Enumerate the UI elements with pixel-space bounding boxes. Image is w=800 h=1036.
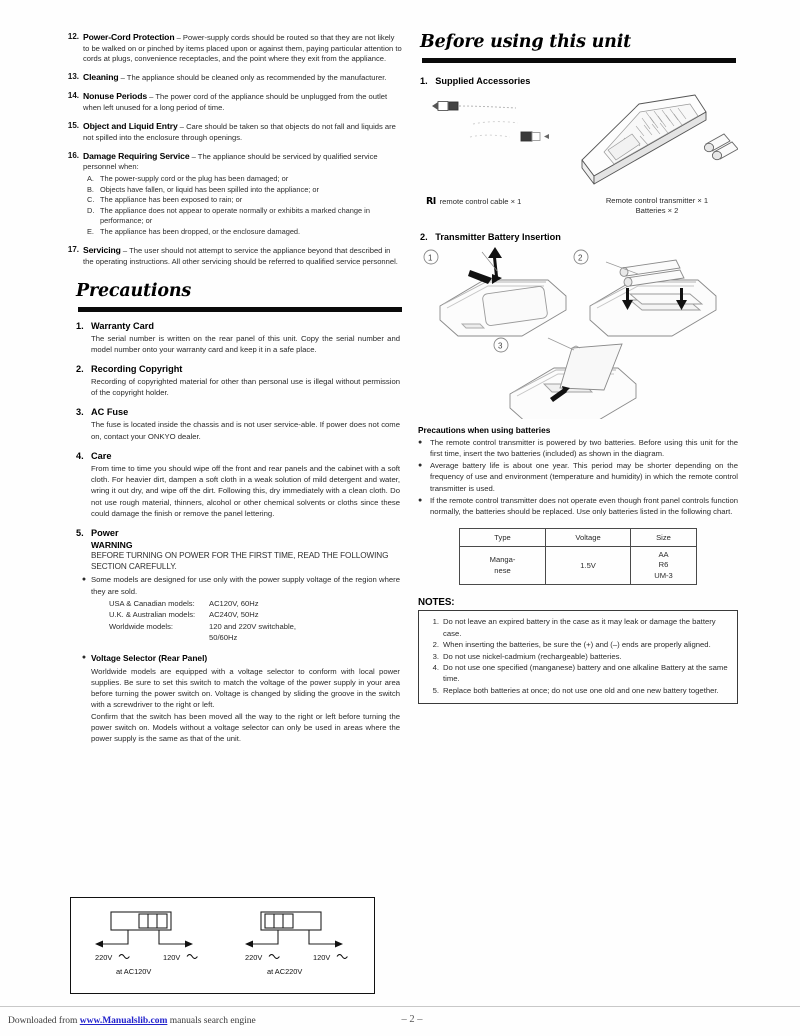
voltage-selector-title: Voltage Selector (Rear Panel) — [91, 653, 208, 664]
model-row — [109, 598, 402, 609]
precaution-title — [62, 364, 402, 374]
sub-list-item — [87, 206, 402, 227]
note-item — [422, 616, 729, 638]
list-item — [62, 91, 402, 113]
note-number: 3. — [432, 651, 439, 661]
battery-insertion-illustration — [418, 244, 738, 419]
item-text: – The appliance should be serviced by qualified service personnel when: — [83, 151, 378, 172]
note-number: 1. — [432, 617, 439, 627]
precaution-number: 5. — [76, 528, 84, 539]
sub-letter: A. — [87, 174, 94, 184]
precaution-number: 1. — [76, 320, 84, 331]
cell-size-line3: UM-3 — [654, 570, 673, 580]
note-item — [422, 662, 729, 684]
voltage-label-120-right: 120V — [313, 953, 331, 962]
section-title: Supplied Accessories — [435, 75, 531, 86]
footer-suffix: manuals search engine — [167, 1016, 256, 1026]
note-text: When inserting the batteries, be sure the (+) and (–) ends are properly aligned. — [443, 640, 711, 650]
item-body — [83, 91, 402, 113]
note-text: Do not leave an expired battery in the case as it may leak or damage the battery case. — [443, 617, 716, 638]
precaution-title-text: Care — [91, 450, 112, 461]
precaution-title-text: Power — [91, 528, 119, 539]
item-lead: Power-Cord Protection — [83, 32, 175, 42]
accessory-caption-cable — [418, 196, 576, 217]
precaution-body: The fuse is located inside the chassis and is not user service-able. If power does not come on, contact your ONKYO dealer. — [91, 420, 400, 441]
heading-rule — [78, 307, 402, 312]
batteries-icon — [704, 134, 738, 160]
precaution-item — [62, 364, 402, 398]
cell-type-line2: nese — [494, 565, 511, 575]
item-text: – The appliance should be cleaned only as recommended by the manufacturer. — [118, 73, 387, 83]
item-lead: Object and Liquid Entry — [83, 120, 178, 131]
battery-insertion-svg — [418, 244, 738, 419]
note-number: 2. — [432, 640, 439, 650]
precaution-title — [62, 451, 402, 461]
battery-step-1 — [424, 247, 566, 336]
sub-text: Objects have fallen, or liquid has been spilled into the appliance; or — [100, 184, 319, 194]
voltage-label-220-right: 220V — [245, 953, 263, 962]
model-value: 50/60Hz — [209, 633, 238, 643]
column-header-size: Size — [631, 528, 697, 546]
ri-logo-icon: RI — [426, 195, 436, 207]
item-body — [83, 72, 402, 84]
voltage-caption-right: at AC220V — [267, 967, 303, 976]
section-title: Transmitter Battery Insertion — [435, 232, 561, 242]
page-number: – 2 – — [401, 1014, 423, 1025]
battery-step-3 — [494, 338, 636, 419]
battery-precaution-bullet — [418, 437, 738, 459]
heading-rule — [422, 58, 736, 63]
voltage-label-120-left: 120V — [163, 953, 181, 962]
accessories-illustration — [418, 90, 738, 195]
precaution-number: 2. — [76, 364, 84, 374]
model-label — [109, 632, 209, 643]
accessory-caption-cable-text: remote control cable × 1 — [439, 196, 522, 206]
remote-control-cable-icon — [432, 101, 549, 141]
precaution-title — [62, 528, 402, 538]
cell-type-line1: Manga- — [489, 554, 516, 564]
model-row — [109, 621, 402, 632]
left-column — [62, 32, 402, 744]
model-label: Worldwide models: — [109, 621, 174, 631]
note-number: 4. — [432, 663, 439, 673]
precaution-title — [62, 321, 402, 331]
remote-control-transmitter-icon — [582, 95, 706, 184]
bullet-icon: ● — [81, 576, 87, 584]
precaution-item — [62, 451, 402, 519]
battery-spec-table-wrap — [418, 528, 738, 586]
cell-voltage: 1.5V — [546, 546, 631, 585]
precaution-title-text: Warranty Card — [91, 320, 154, 331]
sub-list-item — [87, 195, 402, 206]
sub-list-item — [87, 174, 402, 185]
item-text: – The user should not attempt to service the appliance beyond that described in the operating instructions. All other servicing should be referred to qualified service personnel. — [83, 245, 398, 266]
list-item — [62, 32, 402, 65]
model-value: AC240V, 50Hz — [209, 610, 259, 620]
voltage-selector-diagram — [70, 897, 375, 994]
precautions-section — [62, 281, 402, 744]
model-label: U.K. & Australian models: — [109, 610, 196, 620]
step-number-2: 2 — [578, 253, 583, 263]
footer-prefix: Downloaded from — [8, 1016, 80, 1026]
item-lead: Servicing — [83, 244, 121, 255]
precaution-item-power — [62, 528, 402, 744]
precaution-title-text: Recording Copyright — [91, 364, 183, 374]
sub-letter: C. — [87, 195, 95, 205]
table-row — [460, 546, 697, 585]
precaution-body: From time to time you should wipe off the front and rear panels and the cabinet with a soft cloth. For heavier dirt, dampen a soft cloth in a weak solution of mild detergent and water, wring it out dry, and wipe off the dirt. Following this, dry immediately with a clean cloth. Do not use rough material, thinners, alcohol or other chemical solvents or cloths since these could damage the finish or remove the panel lettering. — [91, 463, 400, 518]
bullet-icon: ● — [418, 497, 423, 505]
step-number-3: 3 — [498, 341, 503, 351]
item-lead: Cleaning — [83, 72, 119, 83]
sub-text: The appliance has been exposed to rain; or — [100, 195, 243, 205]
step-number-1: 1 — [428, 253, 433, 263]
item-text: – Power-supply cords should be routed so that they are not likely to be walked on or pinched by items placed upon or against them, paying particular attention to cords at plugs, convenience receptacles, and the point where they exit from the appliance. — [83, 33, 402, 64]
manualslib-link[interactable]: www.Manualslib.com — [79, 1016, 168, 1026]
model-value: AC120V, 60Hz — [209, 598, 259, 608]
warning-text: BEFORE TURNING ON POWER FOR THE FIRST TIME, READ THE FOLLOWING SECTION CAREFULLY. — [91, 551, 389, 572]
column-header-type: Type — [460, 528, 546, 546]
sub-letter: E. — [87, 226, 94, 236]
precaution-number: 3. — [76, 407, 84, 418]
section-heading-precautions: Precautions — [76, 281, 192, 302]
sub-letter: D. — [87, 205, 95, 215]
bullet-item — [62, 574, 402, 596]
battery-precaution-bullet — [418, 495, 738, 517]
section-number: 1. — [420, 75, 428, 86]
note-item — [422, 639, 729, 650]
cell-type — [460, 546, 546, 585]
bullet-text: Average battery life is about one year. This period may be shorter depending on the frequency of use and environment (temperature and humidity) in which the remote control transmitter is used. — [430, 461, 738, 493]
list-item — [62, 245, 402, 267]
bullet-text: Some models are designed for use only with the power supply voltage of the region where they are sold. — [91, 575, 400, 596]
item-lead: Damage Requiring Service — [83, 150, 190, 161]
item-body — [83, 245, 402, 267]
bullet-icon: ● — [418, 438, 423, 446]
supplied-accessories-heading — [418, 76, 738, 86]
item-number: 17. — [67, 244, 79, 254]
item-number: 15. — [67, 120, 79, 130]
notes-heading: NOTES: — [418, 597, 455, 609]
model-value: 120 and 220V switchable, — [209, 621, 296, 631]
sub-list-item — [87, 185, 402, 196]
warning-label: WARNING — [91, 540, 133, 551]
bullet-text: The remote control transmitter is powered by two batteries. Before using this unit for the first time, insert the two batteries (included) as shown in the diagram. — [430, 437, 738, 458]
sub-text: The appliance has been dropped, or the enclosure damaged. — [100, 226, 301, 236]
voltage-selector-body-2: Confirm that the switch has been moved all the way to the right or left before turning the power switch on. Models without a voltage selector can only be used in areas where the power supply is the same as that of the unit. — [91, 711, 400, 744]
bullet-item-voltage-selector — [62, 652, 402, 664]
note-number: 5. — [432, 685, 439, 695]
section-heading-before-using: Before using this unit — [420, 32, 632, 52]
voltage-selector-body-1: Worldwide models are equipped with a voltage selector to conform with local power supplies. Be sure to set this switch to match the voltage of the power supply in your area before turning the power switch on. Voltage is changed by sliding the groove in the switch with a screwdriver to the right or left. — [91, 666, 400, 710]
sub-text: The appliance does not appear to operate normally or exhibits a marked change in performance; or — [100, 205, 370, 226]
accessory-caption-batteries-line: Batteries × 2 — [635, 205, 679, 215]
model-row — [109, 609, 402, 620]
precaution-body: Recording of copyrighted material for other than personal use is illegal without permission of the copyright holder. — [91, 377, 400, 398]
item-number: 16. — [67, 150, 79, 160]
model-row — [109, 632, 402, 643]
item-text: – Care should be taken so that objects do not fall and liquids are not spilled into the enclosure through openings. — [83, 121, 396, 142]
voltage-diagram-svg — [71, 898, 374, 993]
bullet-icon: ● — [418, 462, 423, 470]
cell-size — [631, 546, 697, 585]
right-column — [418, 32, 738, 704]
item-body — [83, 32, 402, 65]
precaution-number: 4. — [76, 450, 84, 461]
footer-divider — [0, 1006, 800, 1007]
item-number: 12. — [67, 32, 79, 41]
battery-precaution-bullet — [418, 460, 738, 493]
model-label: USA & Canadian models: — [109, 598, 195, 608]
bullet-icon: ● — [81, 654, 87, 662]
note-text: Replace both batteries at once; do not use one old and one new battery together. — [443, 685, 719, 695]
bullet-text: If the remote control transmitter does not operate even though front panel controls function normally, the batteries should be replaced. Use only batteries listed in the following chart. — [430, 496, 738, 517]
voltage-caption-left: at AC120V — [116, 967, 152, 976]
section-number: 2. — [420, 232, 428, 242]
list-item — [62, 72, 402, 84]
precaution-item — [62, 321, 402, 355]
battery-insertion-heading — [418, 232, 738, 242]
note-text: Do not use nickel-cadmium (rechargeable) batteries. — [443, 651, 622, 661]
sub-text: The power-supply cord or the plug has been damaged; or — [100, 174, 289, 184]
safety-instructions-list — [62, 32, 402, 267]
item-number: 14. — [67, 91, 79, 101]
item-text: – The power cord of the appliance should be unplugged from the outlet when left unused for a long period of time. — [83, 92, 388, 113]
accessory-caption-transmitter-line1: Remote control transmitter × 1 — [605, 195, 709, 205]
notes-box — [418, 610, 738, 703]
list-item — [62, 151, 402, 238]
sub-letter: B. — [87, 184, 94, 194]
note-text: Do not use one specified (manganese) battery and one alkaline Battery at the same time. — [443, 663, 728, 684]
accessories-captions — [418, 196, 738, 217]
item-number: 13. — [67, 72, 79, 82]
sub-list-item — [87, 227, 402, 238]
cell-size-line2: R6 — [658, 560, 669, 570]
column-header-voltage: Voltage — [546, 528, 631, 546]
voltage-label-220-left: 220V — [95, 953, 113, 962]
item-lead: Nonuse Periods — [83, 91, 148, 102]
battery-precautions-heading: Precautions when using batteries — [418, 425, 551, 435]
battery-spec-table — [459, 528, 697, 586]
precaution-title-text: AC Fuse — [91, 407, 129, 418]
item-body — [83, 121, 402, 143]
sub-list — [87, 174, 402, 237]
battery-step-2 — [574, 250, 716, 336]
precaution-body: The serial number is written on the rear panel of this unit. Copy the serial number and model number onto your warranty card and keep it in a safe place. — [91, 333, 400, 354]
list-item — [62, 121, 402, 143]
item-body — [83, 151, 402, 238]
note-item — [422, 651, 729, 662]
table-header-row — [460, 528, 697, 546]
accessories-svg — [418, 90, 738, 195]
note-item — [422, 685, 729, 696]
accessory-caption-transmitter — [576, 196, 738, 217]
cell-size-line1: AA — [658, 549, 669, 559]
precaution-title — [62, 407, 402, 417]
precaution-item — [62, 407, 402, 441]
model-voltage-list — [62, 598, 402, 644]
